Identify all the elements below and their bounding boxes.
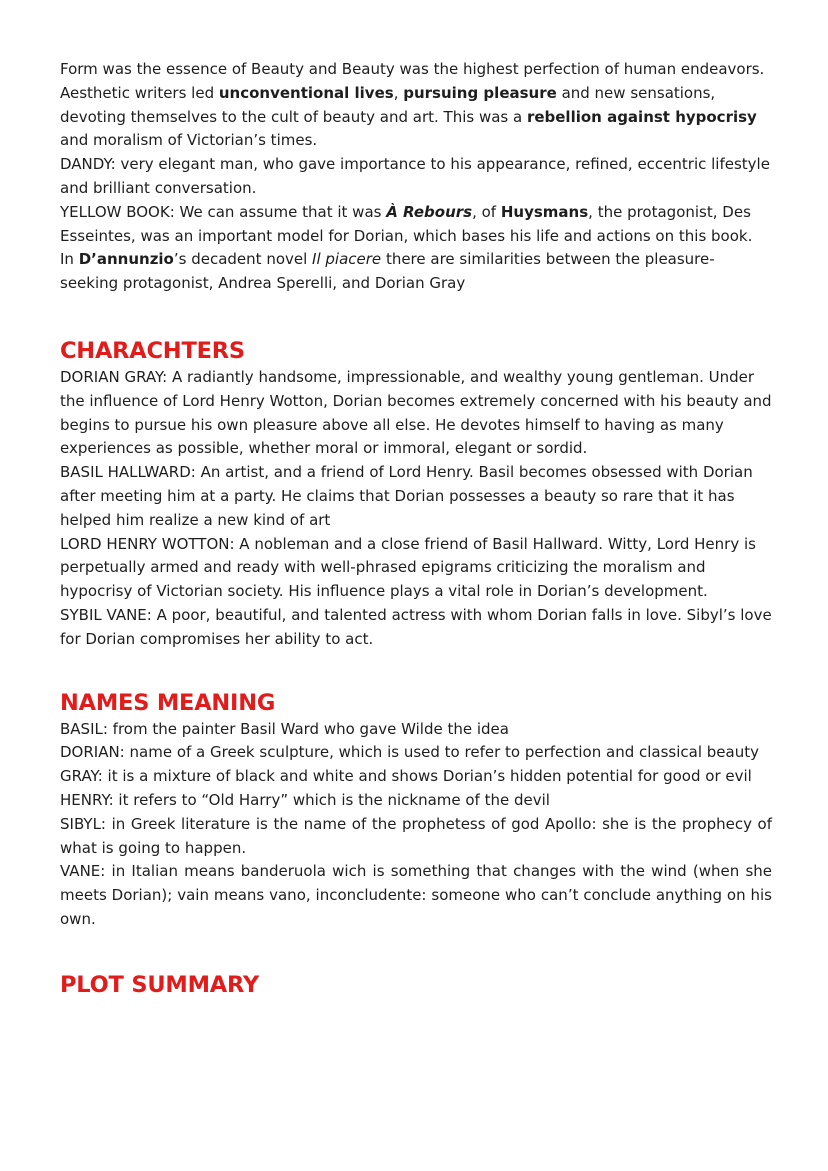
intro-section xyxy=(60,58,772,296)
bold-italic-run: À Rebours xyxy=(386,202,473,221)
bold-run: pursuing pleasure xyxy=(403,83,557,102)
bold-run: rebellion against hypocrisy xyxy=(526,107,757,126)
intro-yellow-book xyxy=(60,201,772,249)
intro-dannunzio xyxy=(60,248,772,296)
intro-dandy: DANDY: very elegant man, who gave importance to his appearance, refined, eccentric lifestyle and brilliant conversation. xyxy=(60,155,770,197)
characters-heading: CHARACHTERS xyxy=(60,337,245,364)
italic-run: Il piacere xyxy=(312,250,382,269)
text-run: ’s decadent novel xyxy=(173,250,313,269)
text-run: , xyxy=(393,83,404,102)
name-basil: BASIL: from the painter Basil Ward who gave Wilde the idea xyxy=(60,719,509,738)
plot-summary-section xyxy=(60,970,772,1000)
character-sybil: SYBIL VANE: A poor, beautiful, and talented actress with whom Dorian falls in love. Sibyl’s love for Dorian compromises her ability to act. xyxy=(60,605,772,648)
text-run: YELLOW BOOK: We can assume that it was xyxy=(60,202,387,221)
intro-form-beauty: Form was the essence of Beauty and Beauty was the highest perfection of human endeavors. xyxy=(60,60,765,78)
character-dorian: DORIAN GRAY: A radiantly handsome, impressionable, and wealthy young gentleman. Under the influence of Lord Henry Wotton, Dorian becomes extremely concerned with his beauty and begins to pursue his own pleasure above all else. He devotes himself to having as many experiences as possible, whether moral or immoral, elegant or sordid. xyxy=(60,367,772,458)
plot-summary-heading: PLOT SUMMARY xyxy=(60,971,259,998)
bold-run: unconventional lives xyxy=(218,83,394,102)
text-run: there are similarities between the pleasure-seeking protagonist, Andrea Sperelli, and Dorian Gray xyxy=(60,250,715,293)
text-run: Aesthetic writers led xyxy=(60,83,219,102)
name-vane: VANE: in Italian means banderuola wich is something that changes with the wind (when she meets Dorian); vain means vano, inconcludente: someone who can’t conclude anything on his own. xyxy=(60,862,772,928)
characters-section xyxy=(60,336,772,652)
text-run: and moralism of Victorian’s times. xyxy=(60,131,318,150)
bold-run: D’annunzio xyxy=(78,250,174,269)
text-run: , the protagonist, Des Esseintes, was an important model for Dorian, which bases his life and actions on this book. xyxy=(60,202,753,245)
names-meaning-section xyxy=(60,688,772,932)
text-run: and new sensations, devoting themselves to the cult of beauty and art. This was a xyxy=(60,83,716,126)
bold-run: Huysmans xyxy=(500,202,589,221)
intro-aesthetic-writers xyxy=(60,82,772,153)
name-dorian: DORIAN: name of a Greek sculpture, which is used to refer to perfection and classical beauty xyxy=(60,743,759,762)
name-gray: GRAY: it is a mixture of black and white and shows Dorian’s hidden potential for good or evil xyxy=(60,767,752,786)
name-henry: HENRY: it refers to “Old Harry” which is the nickname of the devil xyxy=(60,790,550,809)
text-run: , of xyxy=(472,202,501,221)
character-basil: BASIL HALLWARD: An artist, and a friend of Lord Henry. Basil becomes obsessed with Dorian after meeting him at a party. He claims that Dorian possesses a beauty so rare that it has helped him realize a new kind of art xyxy=(60,463,753,529)
names-meaning-heading: NAMES MEANING xyxy=(60,689,276,716)
name-sibyl: SIBYL: in Greek literature is the name of the prophetess of god Apollo: she is the prophecy of what is going to happen. xyxy=(60,814,772,857)
text-run: In xyxy=(60,250,79,269)
character-henry: LORD HENRY WOTTON: A nobleman and a close friend of Basil Hallward. Witty, Lord Henry is perpetually armed and ready with well-phrased epigrams criticizing the moralism and hypocrisy of Victorian society. His influence plays a vital role in Dorian’s development. xyxy=(60,534,756,601)
